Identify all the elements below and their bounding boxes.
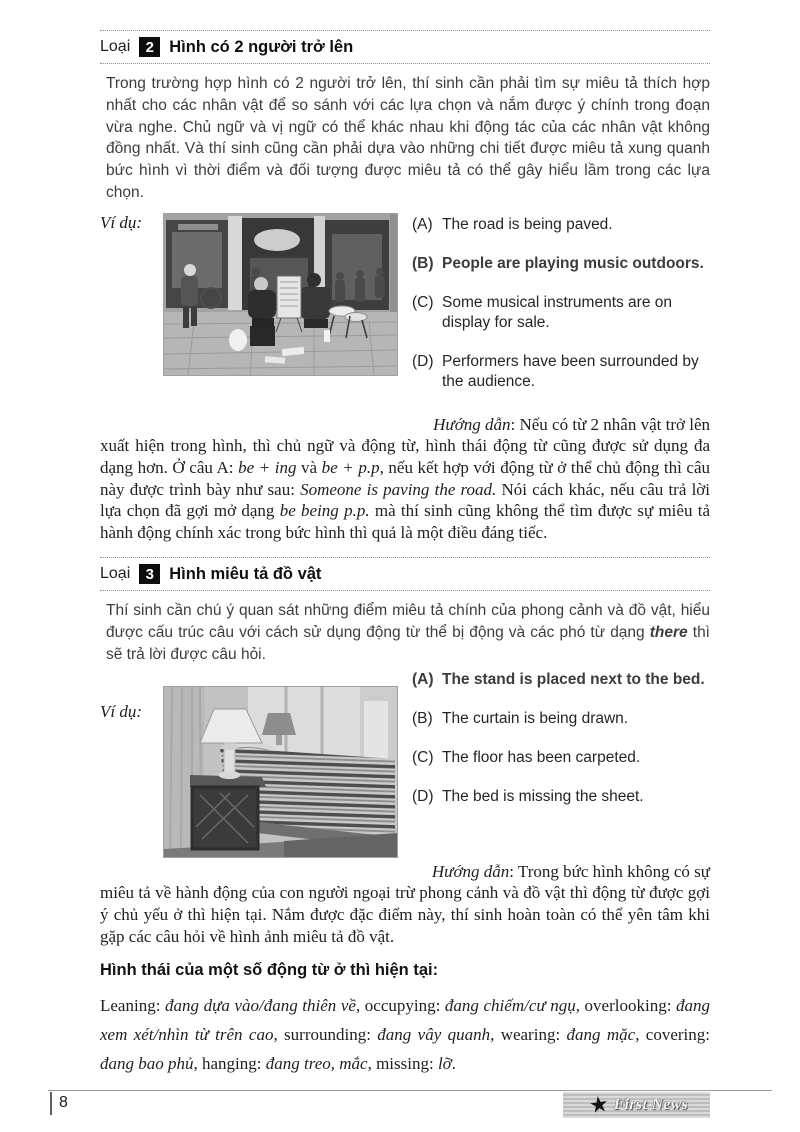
section-3-header: [100, 557, 710, 591]
section-2-title: Hình có 2 người trở lên: [169, 37, 354, 56]
option-text: The road is being paved.: [442, 215, 613, 233]
section-3-label: Loại: [100, 565, 131, 583]
option-letter: (C): [412, 293, 434, 311]
example-2-label: Ví dụ:: [100, 701, 143, 721]
option-letter: (C): [412, 748, 434, 766]
option-letter: (D): [412, 352, 434, 370]
footer-rule: [48, 1090, 772, 1091]
section-3-title: Hình miêu tả đồ vật: [169, 564, 322, 583]
guide-1: [100, 414, 710, 544]
example-2-option-a: [412, 670, 710, 690]
star-icon: ★: [587, 1090, 611, 1119]
guide-2-first-line: Hướng dẫn: Trong bức hình không có sự: [431, 861, 710, 881]
example-2-options: [412, 668, 710, 858]
example-2: [100, 668, 710, 858]
example-1-option-d: [412, 352, 710, 392]
option-text: The curtain is being drawn.: [442, 709, 629, 727]
option-letter: (A): [412, 215, 433, 233]
section-2-header: [100, 30, 710, 64]
verb-forms-heading: Hình thái của một số động từ ở thì hiện tại:: [100, 961, 439, 980]
section-2-label: Loại: [100, 38, 131, 55]
street-musicians-photo: [163, 213, 398, 376]
option-letter: (B): [412, 709, 433, 727]
example-1-option-c: [412, 293, 710, 333]
page-number: 8: [50, 1092, 68, 1115]
guide-1-first-line: Hướng dẫn: Nếu có từ 2 nhân vật trở lên: [433, 414, 710, 434]
option-text: The bed is missing the sheet.: [442, 787, 644, 805]
publisher-logo: [563, 1092, 710, 1118]
example-1-options: [412, 213, 710, 411]
section-3-intro: Thí sinh cần chú ý quan sát những điểm miêu tả chính của phong cảnh và đồ vật, hiểu được cấu trúc câu với cách sử dụng động từ thể bị động và các phó từ dạng there thì sẽ trả lời được câu hỏi.: [106, 602, 710, 663]
section-2-intro: Trong trường hợp hình có 2 người trở lên, thí sinh cần phải tìm sự miêu tả thích hợp nhất cho các nhân vật để so sánh với các lựa chọn và nắm được ý chính trong đoạn vừa nghe. Chủ ngữ và vị ngữ có thể khác nhau khi động tác của các nhân vật không đồng nhất. Và thí sinh cũng cần phải dựa vào những chi tiết được miêu tả xung quanh bức hình vì thời điểm và đối tượng được miêu tả có thể gây hiểu lầm trong các lựa chọn.: [106, 75, 710, 201]
verb-forms-list: Leaning: đang dựa vào/đang thiên về, occupying: đang chiếm/cư ngụ, overlooking: đang xem xét/nhìn từ trên cao, surrounding: đang vây quanh, wearing: đang mặc, covering: đang bao phủ, hanging: đang treo, mắc, missing: lỡ.: [100, 996, 711, 1074]
option-text: The stand is placed next to the bed.: [442, 670, 705, 688]
publisher-logo-text: First News: [613, 1096, 689, 1113]
bedroom-photo: [163, 686, 398, 858]
example-2-option-d: [412, 787, 710, 807]
example-1-option-b: [412, 254, 710, 274]
guide-2: [100, 861, 710, 947]
option-text: Some musical instruments are on display for sale.: [442, 293, 673, 331]
option-text: The floor has been carpeted.: [442, 748, 641, 766]
page-content: [100, 30, 710, 1078]
example-1-label: Ví dụ:: [100, 212, 143, 232]
section-3-number-badge: 3: [139, 564, 160, 584]
option-letter: (D): [412, 787, 434, 805]
option-letter: (B): [412, 254, 434, 272]
section-2-number-badge: 2: [139, 37, 160, 57]
option-text: Performers have been surrounded by the audience.: [442, 352, 699, 390]
example-1: [100, 213, 710, 411]
option-text: People are playing music outdoors.: [442, 254, 704, 272]
option-letter: (A): [412, 670, 434, 688]
example-2-option-c: [412, 748, 710, 768]
guide-2-body: miêu tả về hành động của con người ngoại trừ phong cảnh và đồ vật thì động từ được gợi ý chủ yếu ở thì hiện tại. Nắm được đặc điểm này, thí sinh hoàn toàn có thể yên tâm khi gặp các câu hỏi về hình ảnh miêu tả đồ vật.: [100, 883, 710, 946]
guide-1-body: xuất hiện trong hình, thì chủ ngữ và động từ, hình thái động từ cũng được sử dụng đa dạng hơn. Ở câu A: be + ing và be + p.p, nếu kết hợp với động từ ở thể chủ động thì câu này được trình bày như sau: Someone is paving the road. Nói cách khác, nếu câu trả lời lựa chọn đã gợi mở dạng be being p.p. mà thí sinh cũng không thể tìm được sự miêu tả hành động chính xác trong bức hình thì quả là một điều đáng tiếc.: [100, 436, 711, 542]
example-1-option-a: [412, 215, 710, 235]
example-2-option-b: [412, 709, 710, 729]
